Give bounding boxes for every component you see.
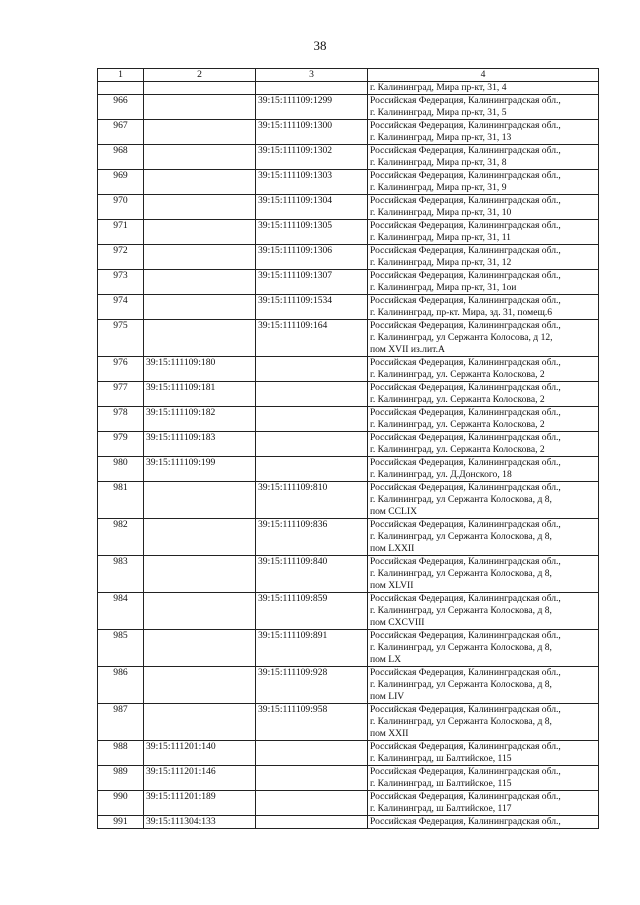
row-number-cell: 967 (98, 120, 144, 145)
address-line: Российская Федерация, Калининградская обл., (370, 457, 561, 468)
table-row (98, 382, 599, 407)
cadastral-number-col3-cell: 39:15:111109:958 (256, 704, 368, 741)
address-line: Российская Федерация, Калининградская обл., (370, 295, 561, 306)
row-number-cell: 975 (98, 320, 144, 357)
address-cell (368, 145, 599, 170)
row-number-cell: 978 (98, 407, 144, 432)
page-number: 38 (313, 38, 327, 53)
address-line: г. Калининград, ул. Сержанта Колоскова, 2 (370, 419, 545, 430)
table-row (98, 95, 599, 120)
row-number-cell: 970 (98, 195, 144, 220)
row-number-cell: 969 (98, 170, 144, 195)
cadastral-number-col2-cell (144, 270, 256, 295)
address-line: г. Калининград, ул Сержанта Колоскова, д 8, (370, 605, 552, 616)
address-cell (368, 407, 599, 432)
cadastral-number-col2-cell (144, 145, 256, 170)
cadastral-number-col2-cell (144, 195, 256, 220)
address-cell (368, 295, 599, 320)
address-cell (368, 120, 599, 145)
address-line: Российская Федерация, Калининградская обл., (370, 270, 561, 281)
address-line: г. Калининград, Мира пр-кт, 31, 9 (370, 182, 507, 193)
row-number-cell: 966 (98, 95, 144, 120)
cadastral-number-col2-cell (144, 120, 256, 145)
row-number-cell: 990 (98, 791, 144, 816)
cadastral-number-col2-cell (144, 556, 256, 593)
address-line: Российская Федерация, Калининградская обл., (370, 432, 561, 443)
table-row (98, 295, 599, 320)
address-line: г. Калининград, ул. Сержанта Колоскова, 2 (370, 444, 545, 455)
cadastral-number-col3-cell: 39:15:111109:1302 (256, 145, 368, 170)
cadastral-number-col3-cell: 39:15:111109:836 (256, 519, 368, 556)
table-row (98, 170, 599, 195)
address-line: Российская Федерация, Калининградская обл., (370, 482, 561, 493)
address-line: Российская Федерация, Калининградская обл., (370, 145, 561, 156)
address-line: пом CCLIX (370, 506, 417, 517)
address-cell (368, 766, 599, 791)
table-row (98, 667, 599, 704)
table-row (98, 407, 599, 432)
cadastral-number-col3-cell (256, 741, 368, 766)
address-line: Российская Федерация, Калининградская обл., (370, 791, 561, 802)
row-number-cell: 976 (98, 357, 144, 382)
cadastral-number-col3-cell: 39:15:111109:810 (256, 482, 368, 519)
cadastral-number-col3-cell: 39:15:111109:164 (256, 320, 368, 357)
address-cell (368, 791, 599, 816)
cadastral-number-col3-cell (256, 766, 368, 791)
row-number-cell: 979 (98, 432, 144, 457)
address-line: г. Калининград, ул. Д.Донского, 18 (370, 469, 512, 480)
address-cell (368, 170, 599, 195)
table-row (98, 432, 599, 457)
address-line: пом LXXII (370, 543, 415, 554)
table-row (98, 357, 599, 382)
row-number-cell: 989 (98, 766, 144, 791)
row-number-cell: 980 (98, 457, 144, 482)
table-row (98, 220, 599, 245)
address-line: Российская Федерация, Калининградская обл., (370, 195, 561, 206)
cadastral-number-col2-cell (144, 320, 256, 357)
address-line: г. Калининград, ул Сержанта Колоскова, д 8, (370, 716, 552, 727)
address-line: г. Калининград, ш Балтийское, 115 (370, 778, 512, 789)
row-number-cell: 988 (98, 741, 144, 766)
address-line: Российская Федерация, Калининградская обл., (370, 766, 561, 777)
table-row (98, 457, 599, 482)
header-col-4: 4 (368, 69, 599, 82)
cadastral-number-col3-cell (256, 816, 368, 829)
address-line: Российская Федерация, Калининградская обл., (370, 704, 561, 715)
row-number-cell: 982 (98, 519, 144, 556)
address-line: г. Калининград, Мира пр-кт, 31, 11 (370, 232, 511, 243)
cadastral-number-col2-cell: 39:15:111201:189 (144, 791, 256, 816)
address-cell (368, 245, 599, 270)
address-line: г. Калининград, ул. Сержанта Колоскова, 2 (370, 394, 545, 405)
cadastral-number-col2-cell (144, 220, 256, 245)
address-line: г. Калининград, пр-кт. Мира, зд. 31, помещ.6 (370, 307, 553, 318)
address-line: г. Калининград, ул Сержанта Колоскова, д 8, (370, 679, 552, 690)
cadastral-number-col3-cell (256, 432, 368, 457)
row-number-cell: 984 (98, 593, 144, 630)
address-line: г. Калининград, ул Сержанта Колоскова, д 8, (370, 568, 552, 579)
address-line: г. Калининград, Мира пр-кт, 31, 13 (370, 132, 512, 143)
address-cell (368, 630, 599, 667)
address-line: Российская Федерация, Калининградская обл., (370, 320, 561, 331)
address-line: Российская Федерация, Калининградская обл., (370, 95, 561, 106)
cadastral-number-col3-cell: 39:15:111109:891 (256, 630, 368, 667)
row-number-cell (98, 82, 144, 95)
address-cell (368, 320, 599, 357)
row-number-cell: 983 (98, 556, 144, 593)
address-line: пом XXII (370, 728, 409, 739)
cadastral-number-col3-cell: 39:15:111109:1304 (256, 195, 368, 220)
cadastral-number-col2-cell (144, 667, 256, 704)
address-line: г. Калининград, Мира пр-кт, 31, 1ои (370, 282, 517, 293)
cadastral-number-col2-cell: 39:15:111304:133 (144, 816, 256, 829)
cadastral-number-col3-cell: 39:15:111109:1306 (256, 245, 368, 270)
address-line: г. Калининград, ул Сержанта Колосова, д 12, (370, 332, 553, 343)
address-line: Российская Федерация, Калининградская обл., (370, 667, 561, 678)
address-line: г. Калининград, Мира пр-кт, 31, 5 (370, 107, 507, 118)
address-line: Российская Федерация, Калининградская обл., (370, 556, 561, 567)
table-row (98, 816, 599, 829)
cadastral-number-col2-cell (144, 295, 256, 320)
address-cell (368, 95, 599, 120)
cadastral-number-col3-cell (256, 382, 368, 407)
cadastral-number-col3-cell: 39:15:111109:1305 (256, 220, 368, 245)
header-col-1: 1 (98, 69, 144, 82)
address-line: г. Калининград, Мира пр-кт, 31, 10 (370, 207, 512, 218)
cadastral-number-col2-cell: 39:15:111109:183 (144, 432, 256, 457)
address-cell (368, 432, 599, 457)
cadastral-number-col3-cell: 39:15:111109:1303 (256, 170, 368, 195)
cadastral-number-col3-cell (256, 407, 368, 432)
row-number-cell: 974 (98, 295, 144, 320)
address-cell (368, 816, 599, 829)
row-number-cell: 977 (98, 382, 144, 407)
table-row (98, 320, 599, 357)
address-line: пом CXCVIII (370, 617, 425, 628)
cadastral-number-col2-cell (144, 245, 256, 270)
address-line: пом LX (370, 654, 402, 665)
row-number-cell: 971 (98, 220, 144, 245)
table-row (98, 195, 599, 220)
address-line: Российская Федерация, Калининградская обл., (370, 382, 561, 393)
table-row (98, 791, 599, 816)
cadastral-number-col3-cell: 39:15:111109:1534 (256, 295, 368, 320)
address-line: пом LIV (370, 691, 405, 702)
address-line: Российская Федерация, Калининградская обл., (370, 170, 561, 181)
cadastral-number-col2-cell (144, 519, 256, 556)
address-cell (368, 270, 599, 295)
header-col-3: 3 (256, 69, 368, 82)
address-line: г. Калининград, Мира пр-кт, 31, 12 (370, 257, 512, 268)
table-row (98, 270, 599, 295)
row-number-cell: 991 (98, 816, 144, 829)
address-line: Российская Федерация, Калининградская обл., (370, 816, 561, 827)
cadastral-number-col3-cell: 39:15:111109:928 (256, 667, 368, 704)
address-line: Российская Федерация, Калининградская обл., (370, 120, 561, 131)
address-line: г. Калининград, ш Балтийское, 117 (370, 803, 512, 814)
cadastral-number-col2-cell (144, 95, 256, 120)
table-row (98, 120, 599, 145)
address-cell (368, 704, 599, 741)
cadastral-number-col2-cell (144, 630, 256, 667)
header-col-2: 2 (144, 69, 256, 82)
cadastral-number-col3-cell (256, 82, 368, 95)
row-number-cell: 981 (98, 482, 144, 519)
address-cell (368, 741, 599, 766)
row-number-cell: 985 (98, 630, 144, 667)
address-line: Российская Федерация, Калининградская обл., (370, 593, 561, 604)
address-line: г. Калининград, Мира пр-кт, 31, 4 (370, 82, 507, 93)
cadastral-number-col3-cell (256, 357, 368, 382)
address-line: пом XLVII (370, 580, 414, 591)
address-line: Российская Федерация, Калининградская обл., (370, 407, 561, 418)
address-cell (368, 82, 599, 95)
row-number-cell: 987 (98, 704, 144, 741)
cadastral-number-col2-cell: 39:15:111201:146 (144, 766, 256, 791)
address-line: г. Калининград, ул Сержанта Колоскова, д 8, (370, 642, 552, 653)
address-line: г. Калининград, ул Сержанта Колоскова, д 8, (370, 494, 552, 505)
cadastral-number-col3-cell: 39:15:111109:840 (256, 556, 368, 593)
row-number-cell: 972 (98, 245, 144, 270)
address-line: Российская Федерация, Калининградская обл., (370, 519, 561, 530)
table-row (98, 245, 599, 270)
cadastral-number-col2-cell: 39:15:111109:180 (144, 357, 256, 382)
address-line: г. Калининград, ш Балтийское, 115 (370, 753, 512, 764)
address-line: Российская Федерация, Калининградская обл., (370, 357, 561, 368)
address-cell (368, 556, 599, 593)
table-row (98, 482, 599, 519)
table-row (98, 741, 599, 766)
row-number-cell: 973 (98, 270, 144, 295)
address-cell (368, 667, 599, 704)
cadastral-number-col3-cell (256, 457, 368, 482)
table-row (98, 630, 599, 667)
cadastral-number-col3-cell: 39:15:111109:859 (256, 593, 368, 630)
address-line: Российская Федерация, Калининградская обл., (370, 245, 561, 256)
address-line: Российская Федерация, Калининградская обл., (370, 741, 561, 752)
address-line: Российская Федерация, Калининградская обл., (370, 630, 561, 641)
address-cell (368, 195, 599, 220)
address-line: г. Калининград, ул. Сержанта Колоскова, 2 (370, 369, 545, 380)
cadastral-number-col2-cell: 39:15:111109:199 (144, 457, 256, 482)
table-body (98, 82, 599, 829)
table-row (98, 704, 599, 741)
address-cell (368, 482, 599, 519)
table-header-row (98, 69, 599, 82)
address-line: пом XVII из.лит.А (370, 344, 445, 355)
address-cell (368, 519, 599, 556)
cadastral-number-col3-cell: 39:15:111109:1300 (256, 120, 368, 145)
row-number-cell: 968 (98, 145, 144, 170)
address-cell (368, 593, 599, 630)
address-cell (368, 457, 599, 482)
cadastral-number-col2-cell (144, 482, 256, 519)
cadastral-number-col2-cell: 39:15:111109:181 (144, 382, 256, 407)
registry-table (97, 68, 599, 829)
table-row (98, 593, 599, 630)
cadastral-number-col2-cell: 39:15:111201:140 (144, 741, 256, 766)
table-row (98, 766, 599, 791)
address-line: г. Калининград, ул Сержанта Колоскова, д 8, (370, 531, 552, 542)
table-row (98, 556, 599, 593)
table-row (98, 519, 599, 556)
address-cell (368, 220, 599, 245)
address-cell (368, 382, 599, 407)
address-cell (368, 357, 599, 382)
cadastral-number-col2-cell (144, 704, 256, 741)
row-number-cell: 986 (98, 667, 144, 704)
address-line: г. Калининград, Мира пр-кт, 31, 8 (370, 157, 507, 168)
table-row (98, 82, 599, 95)
cadastral-number-col2-cell (144, 170, 256, 195)
cadastral-number-col2-cell: 39:15:111109:182 (144, 407, 256, 432)
cadastral-number-col2-cell (144, 82, 256, 95)
cadastral-number-col3-cell: 39:15:111109:1307 (256, 270, 368, 295)
address-line: Российская Федерация, Калининградская обл., (370, 220, 561, 231)
cadastral-number-col2-cell (144, 593, 256, 630)
table-row (98, 145, 599, 170)
cadastral-number-col3-cell: 39:15:111109:1299 (256, 95, 368, 120)
cadastral-number-col3-cell (256, 791, 368, 816)
